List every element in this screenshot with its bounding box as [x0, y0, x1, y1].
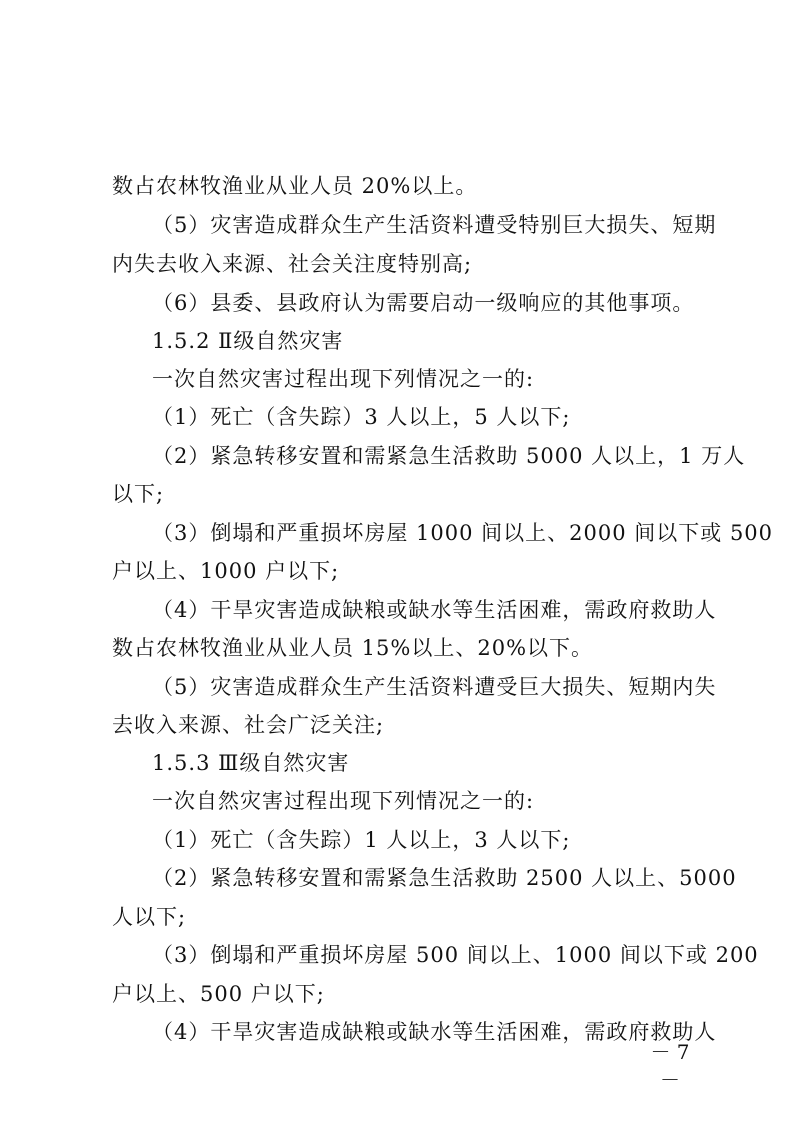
- text-line: （3）倒塌和严重损坏房屋 1000 间以上、2000 间以下或 500: [152, 521, 774, 545]
- text-line: 人以下;: [112, 905, 187, 929]
- text-line: 内失去收入来源、社会关注度特别高;: [112, 252, 473, 276]
- section-heading: 1.5.3 Ⅲ级自然灾害: [152, 751, 350, 775]
- text-line: （2）紧急转移安置和需紧急生活救助 2500 人以上、5000: [152, 866, 737, 890]
- section-heading: 1.5.2 Ⅱ级自然灾害: [152, 329, 344, 353]
- text-line: 一次自然灾害过程出现下列情况之一的:: [152, 367, 535, 391]
- text-line: 数占农林牧渔业从业人员 20%以上。: [112, 174, 478, 198]
- text-line: （5）灾害造成群众生产生活资料遭受巨大损失、短期内失: [152, 675, 717, 699]
- text-line: （1）死亡（含失踪）1 人以上，3 人以下;: [152, 828, 571, 852]
- text-line: （4）干旱灾害造成缺粮或缺水等生活困难，需政府救助人: [152, 1020, 717, 1044]
- text-line: （4）干旱灾害造成缺粮或缺水等生活困难，需政府救助人: [152, 598, 717, 622]
- page-number: － 7 －: [650, 1040, 690, 1092]
- text-line: 户以上、500 户以下;: [112, 982, 325, 1006]
- text-line: 去收入来源、社会广泛关注;: [112, 713, 385, 737]
- text-line: （3）倒塌和严重损坏房屋 500 间以上、1000 间以下或 200: [152, 943, 759, 967]
- text-line: 一次自然灾害过程出现下列情况之一的:: [152, 789, 535, 813]
- text-line: （5）灾害造成群众生产生活资料遭受特别巨大损失、短期: [152, 213, 717, 237]
- text-line: （1）死亡（含失踪）3 人以上，5 人以下;: [152, 405, 571, 429]
- text-line: 以下;: [112, 482, 165, 506]
- text-line: （6）县委、县政府认为需要启动一级响应的其他事项。: [152, 291, 695, 315]
- text-line: 数占农林牧渔业从业人员 15%以上、20%以下。: [112, 636, 594, 660]
- text-line: （2）紧急转移安置和需紧急生活救助 5000 人以上，1 万人: [152, 444, 746, 468]
- text-line: 户以上、1000 户以下;: [112, 559, 340, 583]
